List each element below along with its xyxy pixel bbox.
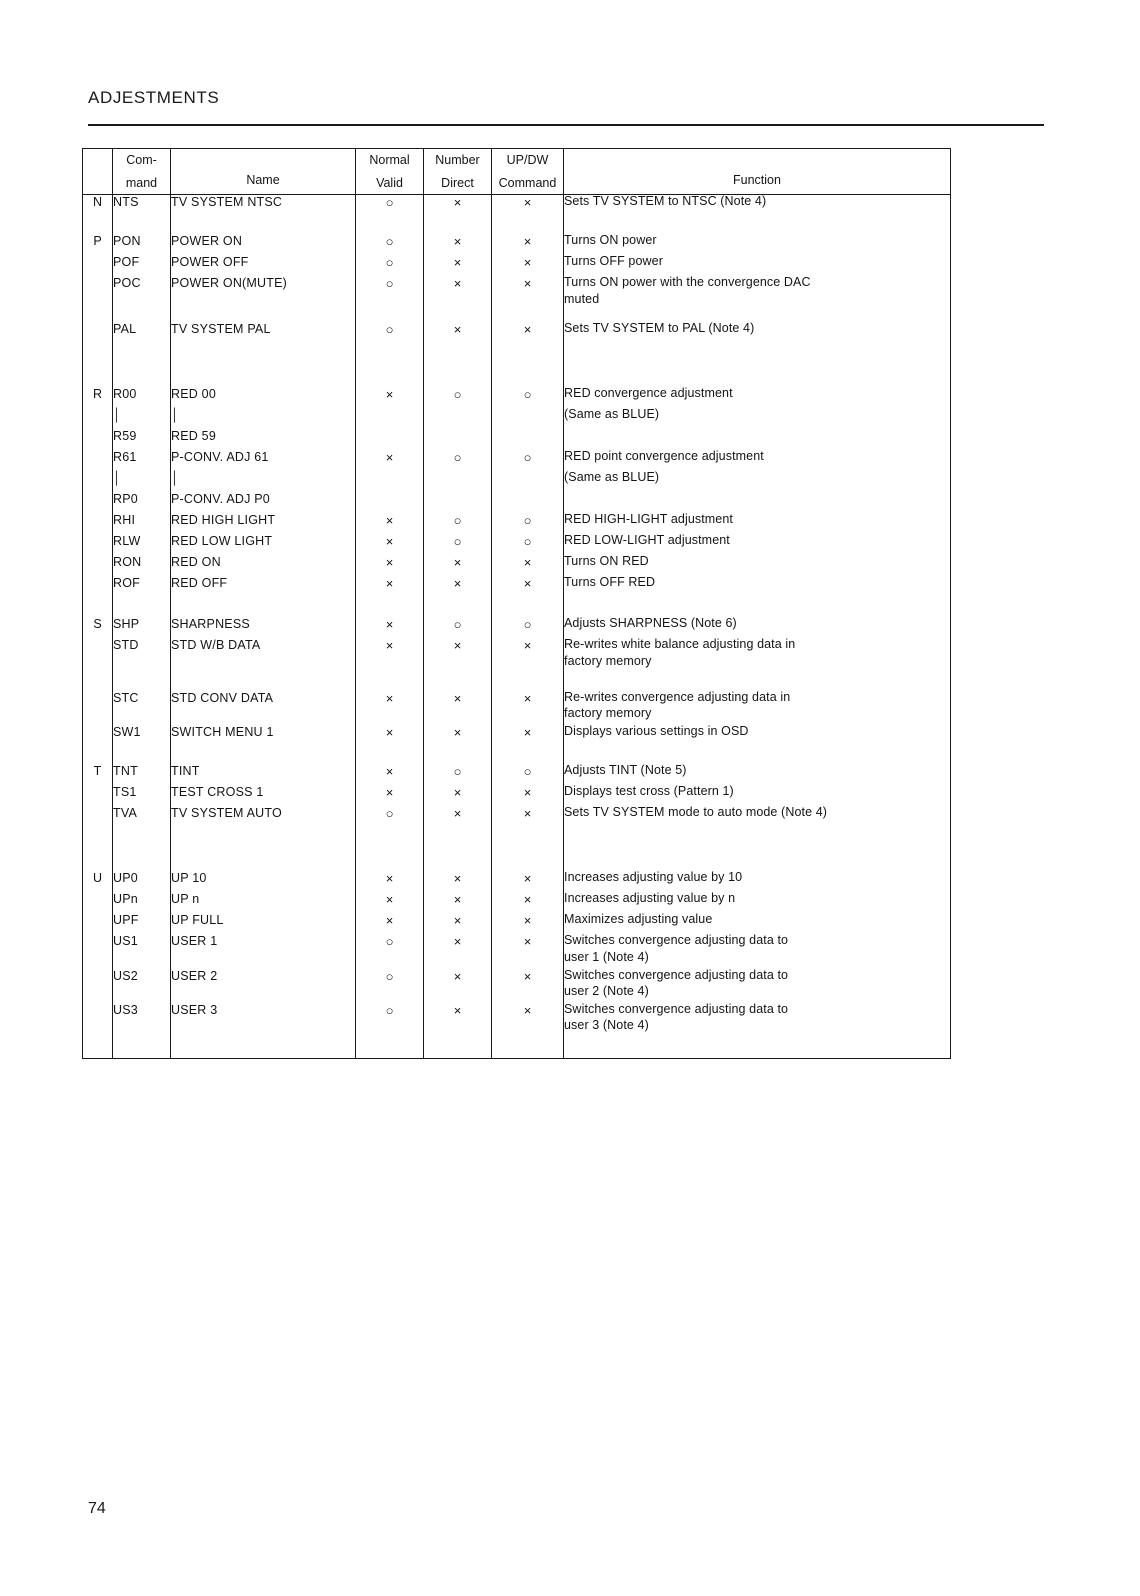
table-row [83,785,951,806]
row-command-name: │ [171,408,356,429]
row-group-letter [83,492,113,513]
row-command-name: P-CONV. ADJ 61 [171,450,356,471]
row-group-letter: N [83,195,113,217]
row-function-description: RED point convergence adjustment [564,450,951,471]
table-row [83,913,951,934]
table-row [83,827,951,892]
table-row [83,969,951,1003]
row-group-letter [83,534,113,555]
row-function-description [564,429,951,450]
table-row [83,746,951,785]
row-normal-valid-mark [356,408,424,429]
row-updw-command-mark: × [492,276,564,310]
row-command-code: US2 [113,969,171,1003]
row-command-name: USER 3 [171,1003,356,1037]
table-row [83,725,951,746]
row-function-description: Turns ON RED [564,555,951,576]
row-command-code: STD [113,638,171,672]
row-updw-command-mark [492,471,564,492]
row-function-description: Sets TV SYSTEM to PAL (Note 4) [564,310,951,343]
row-normal-valid-mark: × [356,913,424,934]
row-updw-command-mark: × [492,827,564,892]
row-number-direct-mark: × [424,638,492,672]
row-normal-valid-mark [356,492,424,513]
col-header-name: Name [171,149,356,195]
row-command-code: PON [113,216,171,255]
row-command-code: POF [113,255,171,276]
row-updw-command-mark: ○ [492,746,564,785]
row-number-direct-mark: ○ [424,746,492,785]
table-row [83,673,951,725]
row-group-letter: T [83,746,113,785]
row-group-letter [83,892,113,913]
row-function-description: Adjusts SHARPNESS (Note 6) [564,597,951,638]
row-function-description: Maximizes adjusting value [564,913,951,934]
col-header-normal-valid: Normal Valid [356,149,424,195]
row-command-name: RED HIGH LIGHT [171,513,356,534]
row-function-description: Sets TV SYSTEM to NTSC (Note 4) [564,195,951,217]
page-title: ADJESTMENTS [88,88,220,107]
row-updw-command-mark [492,429,564,450]
table-row [83,576,951,597]
col-header-updw-command: UP/DW Command [492,149,564,195]
row-command-name: TV SYSTEM NTSC [171,195,356,217]
row-number-direct-mark: × [424,806,492,827]
row-function-description [564,492,951,513]
table-row [83,255,951,276]
row-normal-valid-mark: × [356,746,424,785]
row-normal-valid-mark [356,471,424,492]
row-group-letter [83,934,113,968]
row-function-description: Turns ON power [564,216,951,255]
row-updw-command-mark: ○ [492,450,564,471]
row-function-description: RED HIGH-LIGHT adjustment [564,513,951,534]
row-number-direct-mark: × [424,576,492,597]
row-function-description: RED convergence adjustment [564,343,951,408]
row-normal-valid-mark: ○ [356,195,424,217]
row-number-direct-mark: ○ [424,534,492,555]
command-table [82,148,951,1059]
row-updw-command-mark: × [492,785,564,806]
table-header [83,149,951,195]
col-header-number-direct: Number Direct [424,149,492,195]
row-command-code: US3 [113,1003,171,1037]
table-body [83,195,951,1059]
row-normal-valid-mark: × [356,827,424,892]
row-normal-valid-mark: × [356,343,424,408]
row-group-letter [83,471,113,492]
row-function-description: Switches convergence adjusting data to user 3 (Note 4) [564,1003,951,1037]
row-command-name: UP 10 [171,827,356,892]
row-command-name: SHARPNESS [171,597,356,638]
row-command-code: STC [113,673,171,725]
row-normal-valid-mark: × [356,576,424,597]
row-normal-valid-mark: × [356,534,424,555]
row-group-letter [83,276,113,310]
row-command-code: RHI [113,513,171,534]
table-row [83,597,951,638]
table-row [83,276,951,310]
row-number-direct-mark: × [424,725,492,746]
row-group-letter [83,429,113,450]
table-row [83,534,951,555]
row-normal-valid-mark: × [356,450,424,471]
row-updw-command-mark [492,408,564,429]
row-function-description: Increases adjusting value by 10 [564,827,951,892]
row-updw-command-mark: × [492,913,564,934]
row-command-name: RED 59 [171,429,356,450]
row-normal-valid-mark: × [356,725,424,746]
row-command-code: R59 [113,429,171,450]
row-number-direct-mark: × [424,913,492,934]
table-row [83,471,951,492]
row-command-code: TNT [113,746,171,785]
row-function-description: Adjusts TINT (Note 5) [564,746,951,785]
row-command-code: US1 [113,934,171,968]
row-normal-valid-mark: × [356,555,424,576]
row-updw-command-mark: × [492,195,564,217]
row-function-description: Turns ON power with the convergence DAC muted [564,276,951,310]
row-group-letter: R [83,343,113,408]
row-number-direct-mark: × [424,276,492,310]
row-number-direct-mark [424,408,492,429]
row-normal-valid-mark: ○ [356,969,424,1003]
row-normal-valid-mark: ○ [356,216,424,255]
row-function-description: (Same as BLUE) [564,408,951,429]
row-group-letter [83,513,113,534]
row-number-direct-mark: ○ [424,513,492,534]
row-updw-command-mark: × [492,638,564,672]
row-number-direct-mark: × [424,255,492,276]
table-blank-cell [356,1037,424,1059]
row-updw-command-mark: × [492,725,564,746]
row-updw-command-mark: × [492,969,564,1003]
row-command-name: STD W/B DATA [171,638,356,672]
row-group-letter [83,408,113,429]
table-row [83,408,951,429]
row-number-direct-mark [424,492,492,513]
row-updw-command-mark: × [492,934,564,968]
table-row [83,638,951,672]
row-group-letter: S [83,597,113,638]
table-row [83,513,951,534]
row-updw-command-mark: ○ [492,513,564,534]
row-command-code: POC [113,276,171,310]
table-row [83,310,951,343]
row-group-letter: P [83,216,113,255]
row-command-name: USER 1 [171,934,356,968]
row-command-name: RED LOW LIGHT [171,534,356,555]
row-command-name: POWER ON [171,216,356,255]
table-row [83,450,951,471]
row-command-name: │ [171,471,356,492]
row-command-code: ROF [113,576,171,597]
row-group-letter [83,310,113,343]
row-updw-command-mark: × [492,216,564,255]
row-command-code: R00 [113,343,171,408]
table-blank-cell [564,1037,951,1059]
table-row [83,195,951,217]
row-updw-command-mark: × [492,255,564,276]
row-updw-command-mark: ○ [492,343,564,408]
row-group-letter [83,913,113,934]
row-number-direct-mark: × [424,785,492,806]
row-command-name: POWER ON(MUTE) [171,276,356,310]
row-number-direct-mark: ○ [424,343,492,408]
row-number-direct-mark: ○ [424,597,492,638]
table-blank-cell [492,1037,564,1059]
row-updw-command-mark: ○ [492,534,564,555]
table-blank-cell [171,1037,356,1059]
row-function-description: (Same as BLUE) [564,471,951,492]
row-command-name: POWER OFF [171,255,356,276]
row-command-name: STD CONV DATA [171,673,356,725]
table-row [83,1003,951,1037]
row-number-direct-mark: × [424,555,492,576]
row-normal-valid-mark [356,429,424,450]
table-row [83,216,951,255]
row-updw-command-mark [492,492,564,513]
table-row [83,555,951,576]
row-command-name: TINT [171,746,356,785]
row-function-description: Displays test cross (Pattern 1) [564,785,951,806]
row-command-code: RON [113,555,171,576]
row-command-code: R61 [113,450,171,471]
row-group-letter [83,638,113,672]
row-command-name: TEST CROSS 1 [171,785,356,806]
row-normal-valid-mark: × [356,673,424,725]
row-command-code: UPn [113,892,171,913]
row-function-description: Displays various settings in OSD [564,725,951,746]
row-command-code: TS1 [113,785,171,806]
row-normal-valid-mark: ○ [356,255,424,276]
row-command-code: RLW [113,534,171,555]
row-number-direct-mark: × [424,969,492,1003]
row-command-code: UPF [113,913,171,934]
col-header-function: Function [564,149,951,195]
row-group-letter [83,969,113,1003]
row-command-name: UP n [171,892,356,913]
row-command-code: RP0 [113,492,171,513]
row-function-description: Switches convergence adjusting data to user 2 (Note 4) [564,969,951,1003]
row-updw-command-mark: × [492,806,564,827]
row-function-description: Increases adjusting value by n [564,892,951,913]
row-updw-command-mark: × [492,310,564,343]
row-function-description: Re-writes white balance adjusting data in factory memory [564,638,951,672]
row-command-code: SW1 [113,725,171,746]
table-blank-cell [113,1037,171,1059]
row-number-direct-mark: × [424,310,492,343]
row-number-direct-mark: × [424,1003,492,1037]
row-normal-valid-mark: ○ [356,1003,424,1037]
col-header-group [83,149,113,195]
row-command-name: TV SYSTEM AUTO [171,806,356,827]
row-command-name: RED ON [171,555,356,576]
row-group-letter [83,576,113,597]
row-number-direct-mark: × [424,892,492,913]
table-row [83,892,951,913]
row-number-direct-mark: × [424,827,492,892]
row-updw-command-mark: × [492,555,564,576]
table-row [83,343,951,408]
row-normal-valid-mark: × [356,785,424,806]
header-divider [88,124,1044,126]
row-group-letter [83,255,113,276]
row-function-description: RED LOW-LIGHT adjustment [564,534,951,555]
row-command-code: UP0 [113,827,171,892]
row-updw-command-mark: × [492,892,564,913]
row-number-direct-mark: × [424,934,492,968]
table-row [83,806,951,827]
row-command-name: TV SYSTEM PAL [171,310,356,343]
row-group-letter: U [83,827,113,892]
row-number-direct-mark: ○ [424,450,492,471]
row-number-direct-mark: × [424,195,492,217]
row-group-letter [83,555,113,576]
table-blank-cell [83,1037,113,1059]
row-group-letter [83,450,113,471]
row-updw-command-mark: × [492,1003,564,1037]
row-command-code: NTS [113,195,171,217]
row-number-direct-mark: × [424,216,492,255]
table-row [83,429,951,450]
row-group-letter [83,725,113,746]
table-row [83,934,951,968]
page-number: 74 [88,1500,106,1517]
row-normal-valid-mark: ○ [356,806,424,827]
row-command-code: │ [113,408,171,429]
row-command-name: RED OFF [171,576,356,597]
row-number-direct-mark [424,471,492,492]
row-command-name: SWITCH MENU 1 [171,725,356,746]
row-normal-valid-mark: × [356,892,424,913]
row-group-letter [83,806,113,827]
row-function-description: Turns OFF RED [564,576,951,597]
table-row [83,492,951,513]
row-command-name: USER 2 [171,969,356,1003]
table-blank-area [83,1037,951,1059]
row-normal-valid-mark: ○ [356,934,424,968]
row-command-name: P-CONV. ADJ P0 [171,492,356,513]
col-header-command: Com- mand [113,149,171,195]
row-number-direct-mark [424,429,492,450]
row-function-description: Switches convergence adjusting data to user 1 (Note 4) [564,934,951,968]
row-number-direct-mark: × [424,673,492,725]
row-normal-valid-mark: ○ [356,310,424,343]
row-command-name: UP FULL [171,913,356,934]
row-updw-command-mark: ○ [492,597,564,638]
row-normal-valid-mark: × [356,638,424,672]
row-command-code: TVA [113,806,171,827]
row-normal-valid-mark: ○ [356,276,424,310]
row-command-code: │ [113,471,171,492]
row-function-description: Re-writes convergence adjusting data in factory memory [564,673,951,725]
row-command-code: PAL [113,310,171,343]
row-normal-valid-mark: × [356,513,424,534]
row-updw-command-mark: × [492,576,564,597]
row-command-name: RED 00 [171,343,356,408]
row-group-letter [83,785,113,806]
row-group-letter [83,673,113,725]
row-normal-valid-mark: × [356,597,424,638]
table-blank-cell [424,1037,492,1059]
row-function-description: Turns OFF power [564,255,951,276]
row-updw-command-mark: × [492,673,564,725]
row-group-letter [83,1003,113,1037]
row-function-description: Sets TV SYSTEM mode to auto mode (Note 4) [564,806,951,827]
row-command-code: SHP [113,597,171,638]
